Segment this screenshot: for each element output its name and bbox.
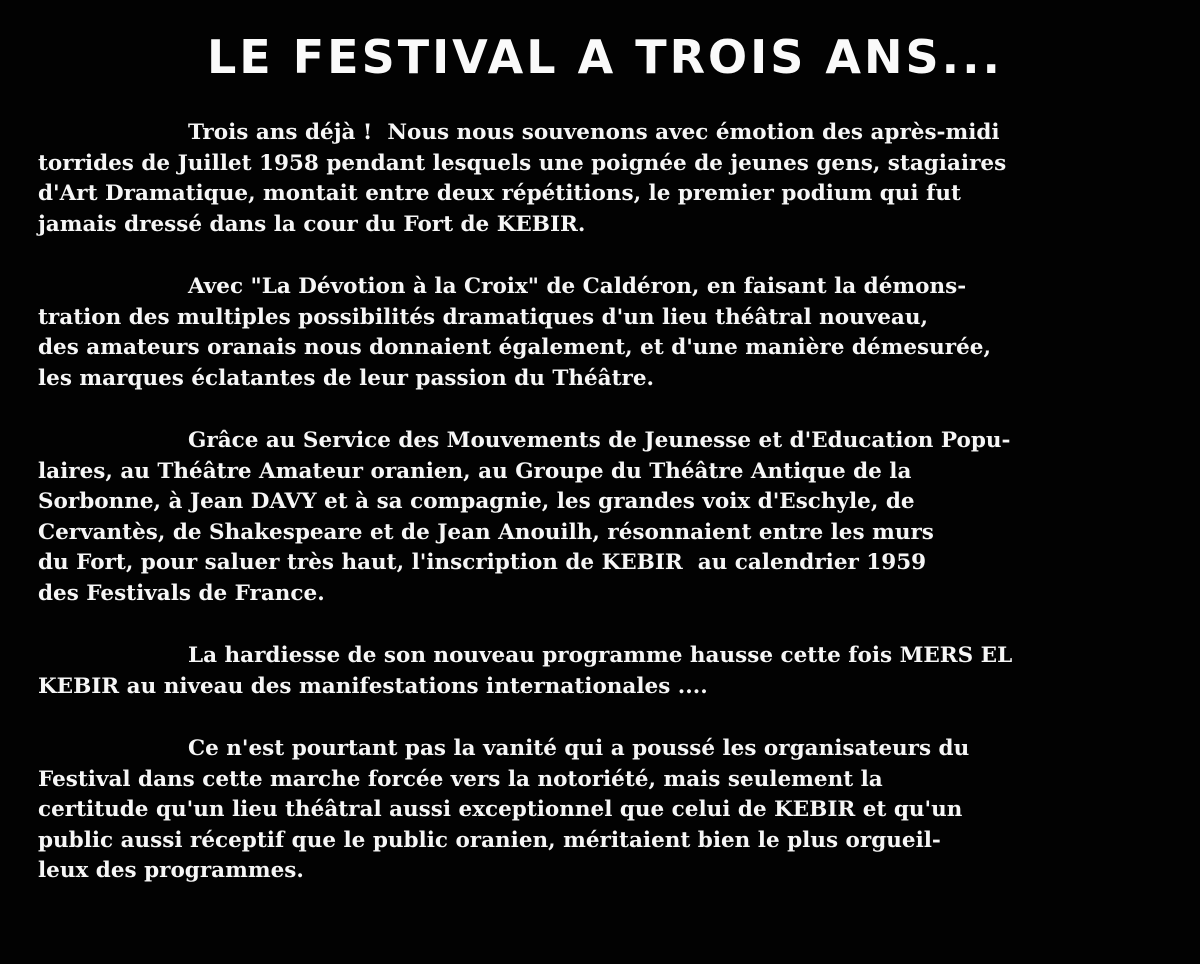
text-line: Sorbonne, à Jean DAVY et à sa compagnie, les grandes voix d'Eschyle, de [38, 489, 915, 514]
text-line: les marques éclatantes de leur passion du Théâtre. [38, 365, 655, 391]
page-title: LE FESTIVAL A TROIS ANS... [206, 30, 1004, 84]
paragraph [38, 641, 1173, 702]
text-line: des amateurs oranais nous donnaient également, et d'une manière démesurée, [38, 335, 991, 360]
text-line: Festival dans cette marche forcée vers la notoriété, mais seulement la [38, 766, 883, 792]
text-line: leux des programmes. [38, 858, 304, 883]
text-line: des Festivals de France. [38, 580, 325, 606]
paragraph [38, 734, 1173, 887]
paragraph [38, 426, 1173, 609]
text-line: La hardiesse de son nouveau programme hausse cette fois MERS EL [188, 643, 1013, 668]
text-line: public aussi réceptif que le public oranien, méritaient bien le plus orgueil- [38, 827, 941, 853]
paragraph [38, 272, 1173, 394]
text-line: Grâce au Service des Mouvements de Jeunesse et d'Education Popu- [188, 428, 1011, 453]
text-line: certitude qu'un lieu théâtral aussi exceptionnel que celui de KEBIR et qu'un [38, 797, 963, 822]
text-line: jamais dressé dans la cour du Fort de KEBIR. [38, 211, 586, 237]
text-line: torrides de Juillet 1958 pendant lesquels une poignée de jeunes gens, stagiaires [38, 150, 1007, 176]
text-line: d'Art Dramatique, montait entre deux répétitions, le premier podium qui fut [38, 181, 961, 206]
text-line: Ce n'est pourtant pas la vanité qui a poussé les organisateurs du [188, 736, 970, 761]
text-line: du Fort, pour saluer très haut, l'inscription de KEBIR au calendrier 1959 [38, 550, 927, 575]
text-line: KEBIR au niveau des manifestations internationales .... [38, 673, 708, 699]
text-line: tration des multiples possibilités dramatiques d'un lieu théâtral nouveau, [38, 304, 928, 330]
text-line: Avec "La Dévotion à la Croix" de Caldéron, en faisant la démons- [188, 274, 967, 299]
text-line: Cervantès, de Shakespeare et de Jean Anouilh, résonnaient entre les murs [38, 519, 934, 545]
paragraph [38, 118, 1173, 240]
article-body [38, 118, 1173, 919]
text-line: laires, au Théâtre Amateur oranien, au Groupe du Théâtre Antique de la [38, 458, 912, 484]
text-line: Trois ans déjà ! Nous nous souvenons avec émotion des après-midi [188, 120, 1000, 145]
